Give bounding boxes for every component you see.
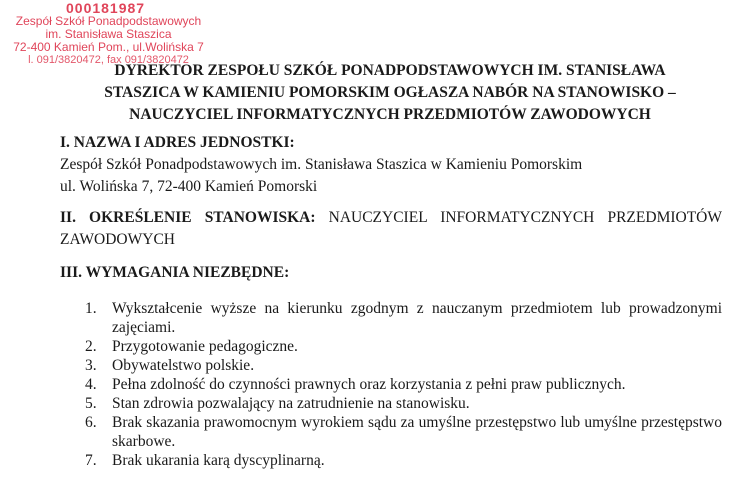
unit-address: ul. Wolińska 7, 72-400 Kamień Pomorski [60, 178, 318, 195]
list-item [60, 299, 722, 337]
item-text: Pełna zdolność do czynności prawnych oraz korzystania z pełni praw publicznych. [112, 376, 626, 393]
list-item [60, 356, 722, 375]
stamp-number: 000181987 [66, 0, 146, 16]
requirements-list-wrapper [60, 299, 722, 470]
unit-name: Zespół Szkół Ponadpodstawowych im. Stanisława Staszica w Kamieniu Pomorskim [60, 156, 583, 173]
document-title [60, 60, 720, 126]
item-text: Przygotowanie pedagogiczne. [112, 338, 298, 355]
item-text: Brak ukarania karą dyscyplinarną. [112, 452, 325, 469]
title-line: NAUCZYCIEL INFORMATYCZNYCH PRZEDMIOTÓW ZAWODOWYCH [129, 106, 651, 123]
item-number: 7. [85, 452, 97, 469]
title-line: STASZICA W KAMIENIU POMORSKIM OGŁASZA NABÓR NA STANOWISKO – [104, 84, 676, 101]
list-item [60, 413, 722, 451]
stamp-line: l. 091/3820472, fax 091/3820472 [28, 54, 189, 66]
section-heading: II. OKREŚLENIE STANOWISKA: [60, 209, 316, 226]
stamp-line: Zespół Szkół Ponadpodstawowych [15, 14, 202, 28]
item-number: 5. [85, 395, 97, 412]
stamp-line: 72-400 Kamień Pom., ul.Wolińska 7 [13, 40, 204, 54]
item-text: Stan zdrowia pozwalający na zatrudnienie na stanowisku. [112, 395, 470, 412]
section-unit-name [60, 132, 722, 198]
item-number: 2. [85, 338, 97, 355]
list-item [60, 375, 722, 394]
item-number: 1. [85, 300, 97, 317]
item-text: Wykształcenie wyższe na kierunku zgodnym z nauczanym przedmiotem lub prowadzonymi zajęciami. [112, 300, 722, 336]
section-requirements [60, 262, 722, 284]
item-text: Brak skazania prawomocnym wyrokiem sądu za umyślne przestępstwo lub umyślne przestępstwo skarbowe. [112, 414, 722, 450]
stamp-line: im. Stanisława Staszica [45, 27, 172, 41]
list-item [60, 337, 722, 356]
section-heading: I. NAZWA I ADRES JEDNOSTKI: [60, 134, 295, 151]
item-text: Obywatelstwo polskie. [112, 357, 255, 374]
section-heading: III. WYMAGANIA NIEZBĘDNE: [60, 264, 290, 281]
section-position [60, 207, 722, 251]
list-item [60, 394, 722, 413]
requirements-list [60, 299, 722, 470]
item-number: 6. [85, 414, 97, 431]
item-number: 3. [85, 357, 97, 374]
title-line: DYREKTOR ZESPOŁU SZKÓŁ PONADPODSTAWOWYCH IM. STANISŁAWA [114, 62, 666, 79]
institution-stamp [6, 2, 211, 67]
position-name: NAUCZYCIEL INFORMATYCZNYCH PRZEDMIOTÓW ZAWODOWYCH [60, 209, 722, 248]
item-number: 4. [85, 376, 97, 393]
list-item [60, 451, 722, 470]
